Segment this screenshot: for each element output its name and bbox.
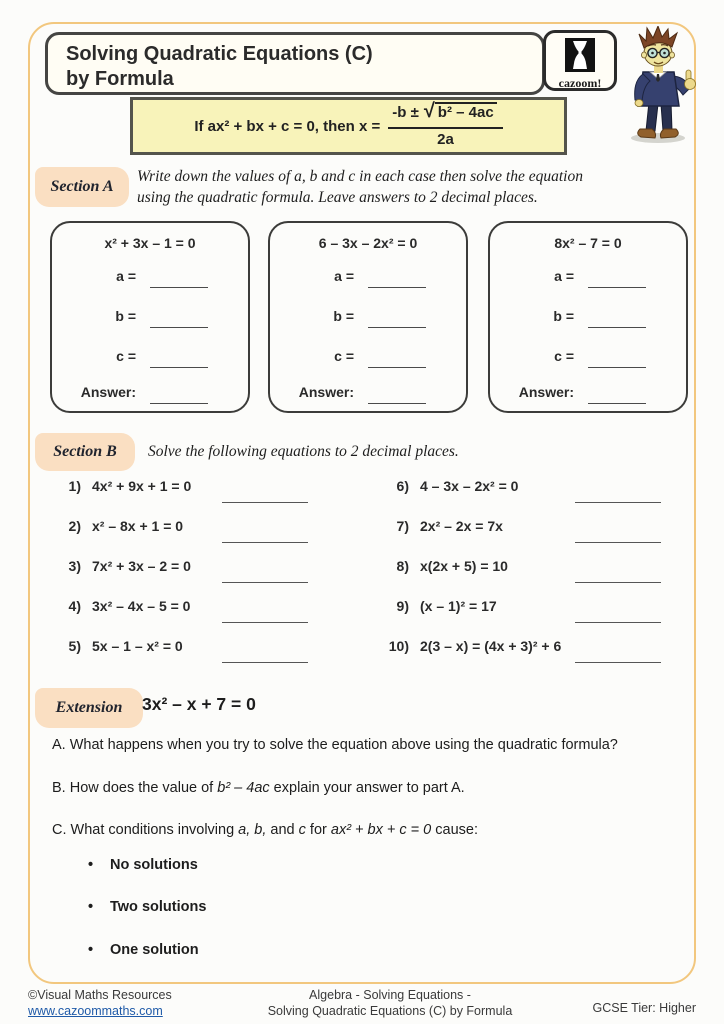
problem-row [383, 478, 661, 500]
equation-text: x² + 3x – 1 = 0 [104, 235, 196, 251]
problem-number: 8) [396, 558, 409, 574]
formula-fraction [388, 100, 502, 148]
question-c-math: c [298, 822, 306, 838]
answer-line [222, 622, 308, 623]
section-a-label: Section A [35, 167, 129, 207]
problem-number: 5) [68, 638, 81, 654]
question-c-math: a, b, [238, 822, 267, 838]
answer-line [368, 314, 426, 328]
bullet-text: One solution [110, 942, 199, 958]
coefficient-b-label: b = [333, 308, 354, 324]
coefficient-c-label: c = [116, 348, 136, 364]
answer-line [150, 390, 208, 404]
coefficient-a-label: a = [334, 268, 354, 284]
section-a-box-1 [50, 221, 250, 413]
problem-equation: 7x² + 3x – 2 = 0 [92, 558, 191, 574]
square-root-icon: √ [423, 100, 435, 122]
question-c-text: for [305, 822, 331, 838]
question-a: A. What happens when you try to solve the equation above using the quadratic formula? [52, 737, 618, 753]
title-box [45, 32, 545, 95]
bullet-item [88, 899, 488, 915]
answer-line [368, 274, 426, 288]
answer-line [150, 274, 208, 288]
answer-line [222, 542, 308, 543]
problem-row [55, 598, 308, 620]
bullet-dot-icon: • [88, 899, 94, 915]
problem-row [383, 558, 661, 580]
answer-line [575, 622, 661, 623]
coefficient-c-label: c = [334, 348, 354, 364]
coefficient-a-label: a = [554, 268, 574, 284]
formula-prefix: If ax² + bx + c = 0, then x = [194, 117, 381, 135]
page-title-line1: Solving Quadratic Equations (C) [66, 43, 373, 65]
problem-number: 1) [68, 478, 81, 494]
coefficient-a-label: a = [116, 268, 136, 284]
section-b-label: Section B [35, 433, 135, 471]
problem-equation: 4 – 3x – 2x² = 0 [420, 478, 519, 494]
problem-equation: 2x² – 2x = 7x [420, 518, 503, 534]
problem-row [55, 558, 308, 580]
problem-number: 4) [68, 598, 81, 614]
problem-equation: x(2x + 5) = 10 [420, 558, 508, 574]
page-title-line2: by Formula [66, 68, 174, 90]
answer-line [368, 354, 426, 368]
footer-center-text [180, 987, 600, 1019]
equation-text: 8x² – 7 = 0 [554, 235, 622, 251]
website-link[interactable]: www.cazoommaths.com [28, 1004, 163, 1018]
question-c-math: ax² + bx + c = 0 [330, 822, 432, 838]
problem-row [383, 598, 661, 620]
answer-line [150, 354, 208, 368]
problem-row [383, 638, 661, 660]
bullet-dot-icon: • [88, 857, 94, 873]
problem-equation: 4x² + 9x + 1 = 0 [92, 478, 192, 494]
logo-hourglass-icon [565, 38, 595, 72]
problem-row [55, 478, 308, 500]
question-c-text: cause: [431, 822, 478, 838]
answer-line [150, 314, 208, 328]
formula-radicand: b² – 4ac [435, 102, 497, 121]
extension-equation: 3x² – x + 7 = 0 [142, 694, 256, 714]
footer-category: Algebra - Solving Equations - [309, 988, 471, 1002]
coefficient-b-label: b = [115, 308, 136, 324]
problem-row [383, 518, 661, 540]
coefficient-c-label: c = [554, 348, 574, 364]
question-c-text: and [266, 822, 299, 838]
section-a-box-3 [488, 221, 688, 413]
question-c [52, 822, 672, 838]
answer-line [588, 314, 646, 328]
answer-line [588, 390, 646, 404]
section-a-instructions: Write down the values of a, b and c in each case then solve the equation using the quadratic formula. Leave answers to 2 decimal places. [137, 168, 583, 206]
footer-worksheet-name: Solving Quadratic Equations (C) by Formula [267, 1004, 513, 1018]
problem-number: 10) [388, 638, 409, 654]
answer-line [588, 354, 646, 368]
question-b-text: B. How does the value of [52, 780, 218, 796]
answer-label: Answer: [298, 384, 354, 400]
answer-line [222, 662, 308, 663]
coefficient-b-label: b = [553, 308, 574, 324]
answer-line [222, 502, 308, 503]
problem-number: 2) [68, 518, 81, 534]
logo-text: cazoom! [558, 76, 602, 90]
answer-line [368, 390, 426, 404]
equation-text: 6 – 3x – 2x² = 0 [318, 235, 418, 251]
answer-line [575, 542, 661, 543]
copyright-text: ©Visual Maths Resources [28, 988, 172, 1002]
answer-label: Answer: [80, 384, 136, 400]
question-c-text: C. What conditions involving [52, 822, 239, 838]
problem-equation: 3x² – 4x – 5 = 0 [92, 598, 191, 614]
problem-number: 7) [396, 518, 409, 534]
answer-line [575, 502, 661, 503]
bullet-dot-icon: • [88, 942, 94, 958]
problem-equation: (x – 1)² = 17 [420, 598, 497, 614]
answer-line [588, 274, 646, 288]
problem-row [55, 638, 308, 660]
quadratic-formula-box [130, 97, 567, 155]
answer-line [222, 582, 308, 583]
problem-row [55, 518, 308, 540]
boy-mascot-icon [612, 26, 704, 144]
section-a-box-2 [268, 221, 468, 413]
formula-numerator: -b ± [392, 104, 419, 121]
footer-copyright [28, 987, 172, 1019]
extension-label: Extension [35, 688, 143, 728]
problem-number: 9) [396, 598, 409, 614]
cazoom-logo [543, 30, 617, 91]
answer-line [575, 582, 661, 583]
tier-label: GCSE Tier: Higher [592, 1001, 696, 1015]
answer-line [575, 662, 661, 663]
bullet-text: Two solutions [110, 899, 207, 915]
question-b [52, 780, 672, 796]
problem-equation: x² – 8x + 1 = 0 [92, 518, 184, 534]
section-b-instructions: Solve the following equations to 2 decimal places. [148, 443, 459, 460]
bullet-text: No solutions [110, 857, 198, 873]
bullet-item [88, 857, 488, 873]
answer-label: Answer: [518, 384, 574, 400]
formula-denominator: 2a [437, 131, 454, 148]
problem-number: 3) [68, 558, 81, 574]
bullet-item [88, 942, 488, 958]
question-b-math: b² – 4ac [217, 780, 270, 796]
question-b-text: explain your answer to part A. [269, 780, 465, 796]
problem-number: 6) [396, 478, 409, 494]
problem-equation: 5x – 1 – x² = 0 [92, 638, 183, 654]
problem-equation: 2(3 – x) = (4x + 3)² + 6 [420, 638, 562, 654]
